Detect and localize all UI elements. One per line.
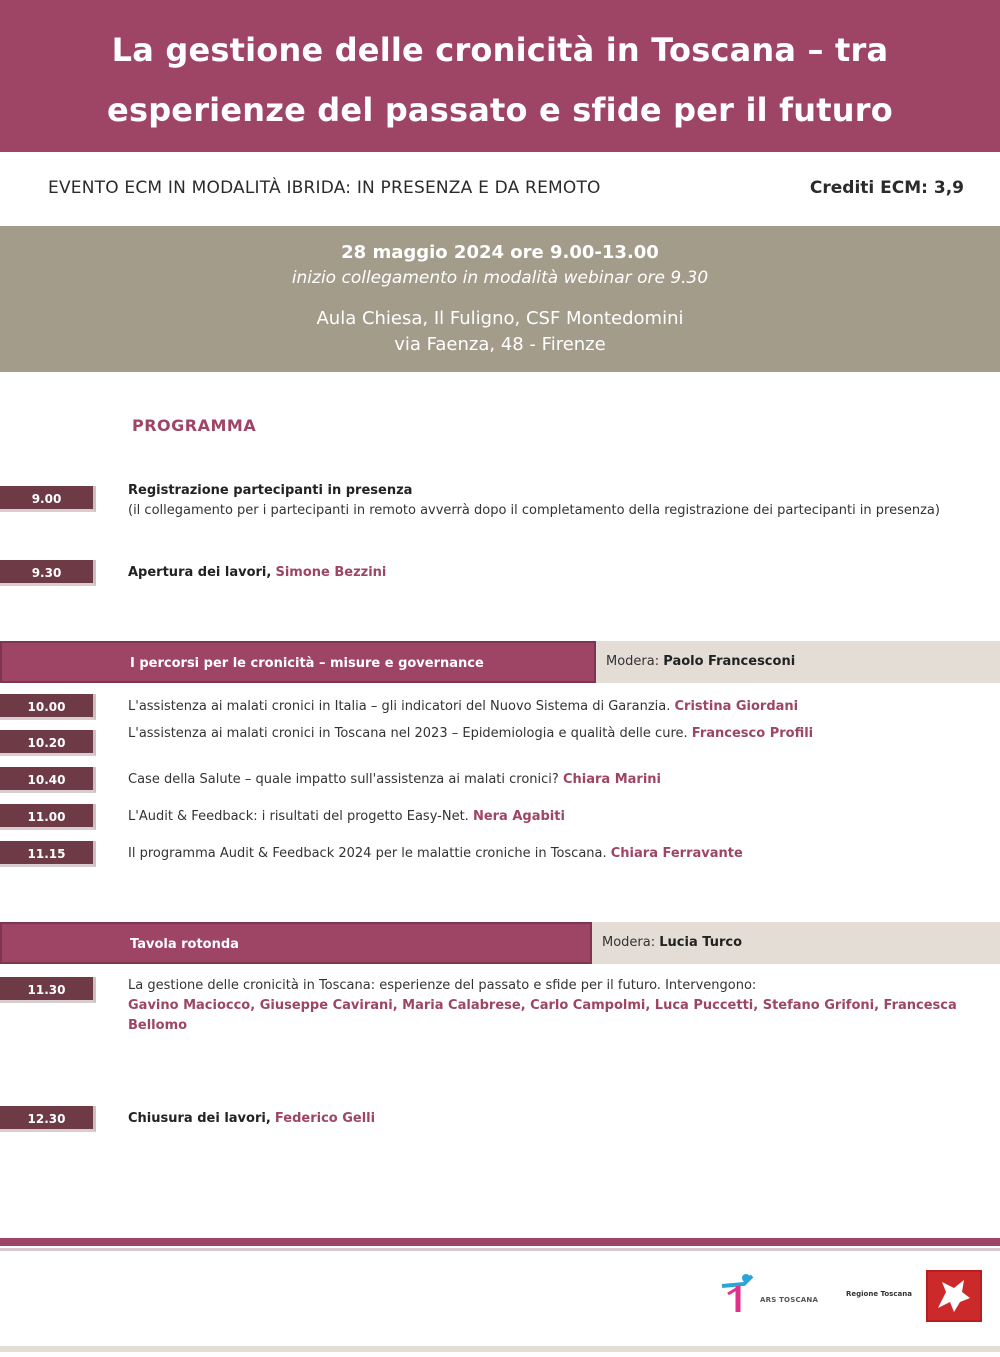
agenda-item-roundtable — [128, 976, 958, 1036]
agenda-item — [128, 770, 978, 790]
time-badge: 9.00 — [0, 486, 96, 512]
time-badge: 11.30 — [0, 977, 96, 1003]
ars-logo-text: ARS TOSCANA — [760, 1296, 819, 1304]
agenda-item-note: (il collegamento per i partecipanti in remoto avverrà dopo il completamento della registrazione dei partecipanti in presenza) — [128, 503, 940, 518]
agenda-item-text: L'assistenza ai malati cronici in Italia – gli indicatori del Nuovo Sistema di Garanzia. — [128, 699, 671, 714]
moderator-label: Modera: — [606, 654, 660, 669]
event-title-line-1: La gestione delle cronicità in Toscana – tra — [111, 31, 889, 69]
ecm-credits-text: Crediti ECM: 3,9 — [809, 178, 964, 198]
agenda-item-text: Case della Salute – quale impatto sull'assistenza ai malati cronici? — [128, 772, 559, 787]
footer-bottom-bar — [0, 1346, 1000, 1352]
session-title: Tavola rotonda — [0, 922, 592, 964]
speaker-name: Federico Gelli — [274, 1111, 376, 1126]
session-moderator — [592, 922, 1000, 964]
agenda-item-text: L'Audit & Feedback: i risultati del progetto Easy-Net. — [128, 809, 469, 824]
session-header-governance — [0, 641, 1000, 683]
regione-toscana-text: Regione Toscana — [846, 1290, 912, 1298]
ars-logo-icon — [718, 1272, 760, 1318]
agenda-item-opening — [128, 563, 978, 583]
ecm-info-row — [0, 152, 1000, 226]
pegasus-icon — [928, 1272, 980, 1320]
agenda-item-title: Registrazione partecipanti in presenza — [128, 483, 413, 498]
moderator-name: Paolo Francesconi — [663, 654, 796, 669]
agenda-item-registration — [128, 481, 978, 521]
time-badge: 10.20 — [0, 730, 96, 756]
webinar-note: inizio collegamento in modalità webinar ore 9.30 — [291, 268, 709, 288]
event-venue: Aula Chiesa, Il Fuligno, CSF Montedomini — [316, 308, 684, 329]
agenda-item — [128, 724, 958, 744]
session-moderator — [596, 641, 1000, 683]
event-title-banner — [0, 0, 1000, 152]
agenda-item-closing — [128, 1109, 978, 1129]
speaker-name: Francesco Profili — [691, 726, 814, 741]
regione-toscana-logo — [926, 1270, 982, 1322]
footer-divider-thin — [0, 1248, 1000, 1251]
event-date: 28 maggio 2024 ore 9.00-13.00 — [341, 242, 659, 263]
session-header-tavola-rotonda — [0, 922, 1000, 964]
time-badge: 10.40 — [0, 767, 96, 793]
agenda-item-text: Il programma Audit & Feedback 2024 per le malattie croniche in Toscana. — [128, 846, 607, 861]
time-badge: 12.30 — [0, 1106, 96, 1132]
time-badge: 9.30 — [0, 560, 96, 586]
programma-heading: PROGRAMMA — [132, 416, 257, 435]
event-mode-text: EVENTO ECM IN MODALITÀ IBRIDA: IN PRESENZA E DA REMOTO — [48, 178, 601, 198]
event-details-band — [0, 226, 1000, 372]
agenda-item — [128, 697, 978, 717]
time-badge: 11.00 — [0, 804, 96, 830]
event-address: via Faenza, 48 - Firenze — [394, 334, 606, 355]
moderator-name: Lucia Turco — [659, 935, 743, 950]
agenda-item-title: Chiusura dei lavori, — [128, 1111, 271, 1126]
time-badge: 10.00 — [0, 694, 96, 720]
time-badge: 11.15 — [0, 841, 96, 867]
speaker-name: Nera Agabiti — [472, 809, 565, 824]
agenda-item-text: L'assistenza ai malati cronici in Toscana nel 2023 – Epidemiologia e qualità delle cure. — [128, 726, 688, 741]
event-title-line-2: esperienze del passato e sfide per il futuro — [107, 91, 893, 129]
speaker-list: Gavino Maciocco, Giuseppe Cavirani, Maria Calabrese, Carlo Campolmi, Luca Puccetti, Stefano Grifoni, Francesca Bellomo — [128, 998, 957, 1033]
speaker-name: Chiara Ferravante — [610, 846, 743, 861]
agenda-item — [128, 844, 978, 864]
speaker-name: Chiara Marini — [562, 772, 661, 787]
speaker-name: Simone Bezzini — [275, 565, 387, 580]
speaker-name: Cristina Giordani — [674, 699, 799, 714]
ars-toscana-logo — [718, 1272, 838, 1318]
agenda-item-title: Apertura dei lavori, — [128, 565, 272, 580]
agenda-item — [128, 807, 978, 827]
session-title: I percorsi per le cronicità – misure e governance — [0, 641, 596, 683]
agenda-item-text: La gestione delle cronicità in Toscana: esperienze del passato e sfide per il futuro. Intervengono: — [128, 978, 757, 993]
moderator-label: Modera: — [602, 935, 656, 950]
footer-divider — [0, 1238, 1000, 1246]
